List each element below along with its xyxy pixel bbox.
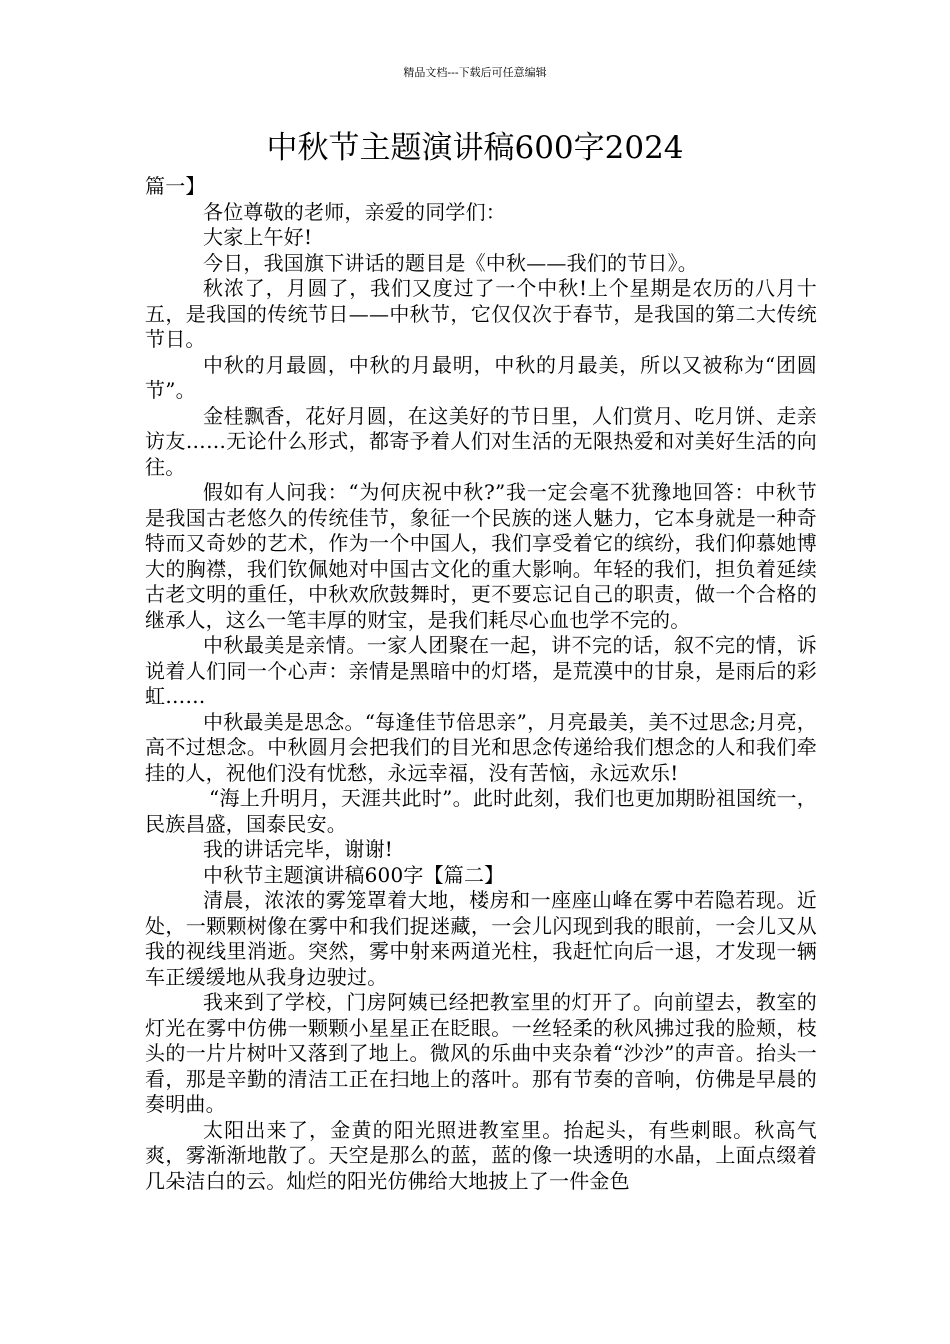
- paragraph: 太阳出来了，金黄的阳光照进教室里。抬起头，有些刺眼。秋高气爽，雾渐渐地散了。天空是那么的蓝，蓝的像一块透明的水晶，上面点缀着几朵洁白的云。灿烂的阳光仿佛给大地披上了一件金色: [145, 1117, 817, 1193]
- paragraph: “海上升明月，天涯共此时”。此时此刻，我们也更加期盼祖国统一，民族昌盛，国泰民安。: [145, 786, 817, 836]
- paragraph: 中秋的月最圆，中秋的月最明，中秋的月最美，所以又被称为“团圆节”。: [145, 352, 817, 402]
- paragraph: 我的讲话完毕，谢谢!: [203, 837, 394, 861]
- paragraph: 我来到了学校，门房阿姨已经把教室里的灯开了。向前望去，教室的灯光在雾中仿佛一颗颗小星星正在眨眼。一丝轻柔的秋风拂过我的脸颊，枝头的一片片树叶又落到了地上。微风的乐曲中夹杂着“沙沙”的声音。抬头一看，那是辛勤的清洁工正在扫地上的落叶。那有节奏的音响，仿佛是早晨的奏明曲。: [145, 990, 817, 1116]
- paragraph: 假如有人问我：“为何庆祝中秋?”我一定会毫不犹豫地回答：中秋节是我国古老悠久的传统佳节，象征一个民族的迷人魅力，它本身就是一种奇特而又奇妙的艺术，作为一个中国人，我们享受着它的缤纷，我们仰慕她博大的胸襟，我们钦佩她对中国古文化的重大影响。年轻的我们，担负着延续古老文明的重任，中秋欢欣鼓舞时，更不要忘记自己的职责，做一个合格的继承人，这么一笔丰厚的财宝，是我们耗尽心血也学不完的。: [145, 480, 817, 632]
- paragraph: 今日，我国旗下讲话的题目是《中秋——我们的节日》。: [203, 250, 698, 275]
- paragraph: 各位尊敬的老师，亲爱的同学们：: [203, 199, 506, 224]
- paragraph: 中秋最美是思念。“每逢佳节倍思亲”，月亮最美，美不过思念;月亮，高不过想念。中秋圆月会把我们的目光和思念传递给我们想念的人和我们牵挂的人，祝他们没有忧愁，永远幸福，没有苦恼，永远欢乐!: [145, 709, 817, 785]
- document-title: 中秋节主题演讲稿600字2024: [266, 130, 684, 166]
- section-one-label: 篇一】: [145, 174, 206, 198]
- paragraph: 金桂飘香，花好月圆，在这美好的节日里，人们赏月、吃月饼、走亲访友……无论什么形式，都寄予着人们对生活的无限热爱和对美好生活的向往。: [145, 403, 817, 479]
- paragraph: 清晨，浓浓的雾笼罩着大地，楼房和一座座山峰在雾中若隐若现。近处，一颗颗树像在雾中和我们捉迷藏，一会儿闪现到我的眼前，一会儿又从我的视线里消逝。突然，雾中射来两道光柱，我赶忙向后一退，才发现一辆车正缓缓地从我身边驶过。: [145, 888, 817, 989]
- paragraph: 大家上午好!: [203, 225, 313, 249]
- paragraph: 秋浓了，月圆了，我们又度过了一个中秋!上个星期是农历的八月十五，是我国的传统节日——中秋节，它仅仅次于春节，是我国的第二大传统节日。: [145, 276, 817, 351]
- page-header-note: 精品文档---下载后可任意编辑: [403, 66, 547, 79]
- paragraph: 中秋最美是亲情。一家人团聚在一起，讲不完的话，叙不完的情，诉说着人们同一个心声：亲情是黑暗中的灯塔，是荒漠中的甘泉，是雨后的彩虹……: [145, 633, 817, 708]
- section-two-heading: 中秋节主题演讲稿600字【篇二】: [203, 862, 505, 887]
- document-body: [145, 174, 817, 1194]
